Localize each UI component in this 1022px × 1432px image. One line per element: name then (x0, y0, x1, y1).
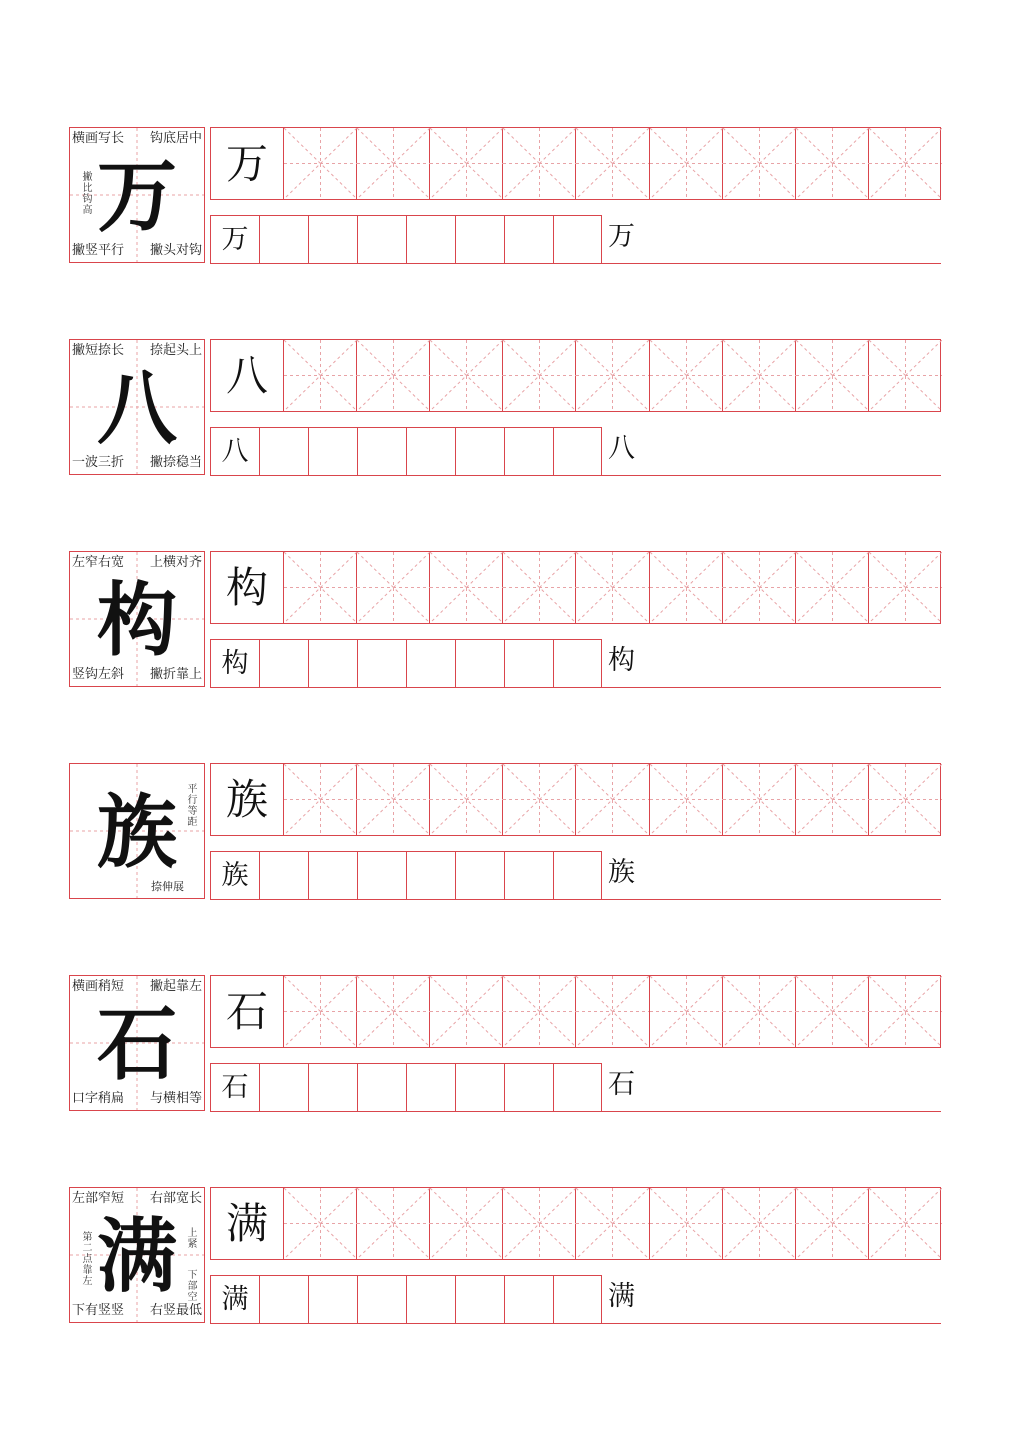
practice-row (0, 763, 1022, 903)
square-cell[interactable] (406, 1275, 455, 1324)
guide-lines (723, 1188, 796, 1259)
square-cell[interactable] (553, 427, 602, 476)
square-cell[interactable] (504, 215, 553, 264)
square-cell[interactable] (308, 1275, 357, 1324)
mi-grid-cell[interactable] (503, 976, 576, 1047)
square-cell[interactable] (406, 215, 455, 264)
square-cell (210, 639, 259, 688)
guide-lines (796, 976, 869, 1047)
reference-character: 万 (608, 221, 635, 252)
reference-character: 族 (608, 857, 635, 888)
guide-lines (869, 764, 942, 835)
square-cell[interactable] (357, 851, 406, 900)
mi-grid-cell (211, 340, 284, 411)
guide-lines (284, 552, 357, 623)
guide-lines (430, 764, 503, 835)
guide-lines (576, 1188, 649, 1259)
tip-top-left: 横画写长 (72, 131, 125, 146)
writing-baseline (210, 1111, 941, 1112)
guide-lines (650, 764, 723, 835)
tip-bottom: 捺伸展 (151, 880, 184, 893)
mi-grid-cell[interactable] (430, 976, 503, 1047)
tip-bottom-right: 与横相等 (149, 1091, 202, 1106)
square-cell[interactable] (406, 851, 455, 900)
square-cell[interactable] (259, 1275, 308, 1324)
mi-grid-cell[interactable] (503, 764, 576, 835)
mi-grid-cell[interactable] (723, 764, 796, 835)
mi-grid-cell[interactable] (869, 764, 942, 835)
mi-grid-cell[interactable] (430, 1188, 503, 1259)
guide-lines (869, 1188, 942, 1259)
mi-grid-cell[interactable] (284, 764, 357, 835)
model-character-box (69, 551, 205, 687)
practice-row (0, 339, 1022, 479)
mi-grid-cell[interactable] (796, 340, 869, 411)
square-grid-row (210, 851, 941, 900)
tip-side-right-lower: 下部空 (187, 1270, 198, 1303)
mi-grid-cell[interactable] (430, 128, 503, 199)
square-cell[interactable] (259, 427, 308, 476)
small-character: 八 (221, 436, 249, 467)
guide-lines (869, 340, 942, 411)
mi-grid-cell (211, 128, 284, 199)
guide-lines (357, 340, 430, 411)
guide-lines (430, 976, 503, 1047)
square-cell[interactable] (455, 427, 504, 476)
mi-grid-cell[interactable] (723, 976, 796, 1047)
writing-baseline (210, 263, 941, 264)
model-character-box (69, 127, 205, 263)
mi-grid-cell[interactable] (576, 976, 649, 1047)
guide-lines (576, 976, 649, 1047)
traced-character: 族 (226, 775, 269, 824)
practice-row (0, 551, 1022, 691)
square-cell[interactable] (308, 851, 357, 900)
square-grid-row (210, 1063, 941, 1112)
guide-lines (723, 128, 796, 199)
reference-character: 石 (608, 1069, 635, 1100)
guide-lines (796, 552, 869, 623)
model-character: 石 (97, 997, 177, 1091)
guide-lines (357, 976, 430, 1047)
guide-lines (723, 764, 796, 835)
mi-grid-cell[interactable] (796, 1188, 869, 1259)
guide-lines (430, 1188, 503, 1259)
square-cell[interactable] (455, 639, 504, 688)
model-character: 构 (97, 573, 177, 667)
guide-lines (284, 128, 357, 199)
square-cell (210, 851, 259, 900)
square-cell[interactable] (406, 1063, 455, 1112)
mi-grid-cell[interactable] (357, 764, 430, 835)
square-cell[interactable] (259, 851, 308, 900)
tip-bottom-right: 撇头对钩 (149, 243, 202, 258)
small-character: 构 (221, 648, 249, 679)
mi-grid-cell[interactable] (284, 1188, 357, 1259)
tip-top-right: 右部宽长 (149, 1191, 202, 1206)
model-character-box (69, 975, 205, 1111)
square-cell[interactable] (259, 215, 308, 264)
guide-lines (576, 340, 649, 411)
tip-top-right: 上横对齐 (149, 555, 202, 570)
guide-lines (796, 340, 869, 411)
writing-baseline (210, 687, 941, 688)
square-cell (210, 1275, 259, 1324)
mi-grid-cell[interactable] (796, 552, 869, 623)
guide-lines (284, 764, 357, 835)
guide-lines (796, 128, 869, 199)
mi-grid-cell[interactable] (723, 340, 796, 411)
guide-lines (430, 340, 503, 411)
square-cell[interactable] (504, 427, 553, 476)
model-character-box (69, 763, 205, 899)
mi-grid-cell[interactable] (650, 340, 723, 411)
square-cell[interactable] (406, 427, 455, 476)
mi-grid-row (210, 763, 941, 836)
mi-grid-cell[interactable] (796, 128, 869, 199)
mi-grid-cell[interactable] (284, 976, 357, 1047)
guide-lines (796, 764, 869, 835)
tip-side-left: 第二点靠左 (82, 1232, 93, 1287)
mi-grid-row (210, 1187, 941, 1260)
mi-grid-cell[interactable] (430, 764, 503, 835)
tip-bottom-left: 下有竖竖 (72, 1303, 125, 1318)
tip-top-left: 左部窄短 (72, 1191, 125, 1206)
guide-lines (503, 976, 576, 1047)
guide-lines (357, 1188, 430, 1259)
mi-grid-cell[interactable] (576, 552, 649, 623)
guide-lines (430, 128, 503, 199)
practice-row (0, 1187, 1022, 1327)
mi-grid-cell[interactable] (284, 552, 357, 623)
model-character-box (69, 1187, 205, 1323)
guide-lines (723, 976, 796, 1047)
tip-bottom-left: 口字稍扁 (72, 1091, 125, 1106)
guide-lines (869, 552, 942, 623)
mi-grid-cell[interactable] (503, 128, 576, 199)
guide-lines (869, 976, 942, 1047)
mi-grid-cell[interactable] (357, 976, 430, 1047)
mi-grid-row (210, 975, 941, 1048)
square-cell[interactable] (308, 215, 357, 264)
guide-lines (723, 552, 796, 623)
small-character: 万 (221, 224, 249, 255)
square-cell[interactable] (553, 1063, 602, 1112)
mi-grid-row (210, 339, 941, 412)
guide-lines (284, 976, 357, 1047)
mi-grid-cell[interactable] (869, 552, 942, 623)
mi-grid-cell[interactable] (869, 976, 942, 1047)
mi-grid-cell[interactable] (796, 764, 869, 835)
traced-character: 满 (226, 1199, 269, 1248)
tip-bottom-right: 右竖最低 (149, 1303, 202, 1318)
square-cell (210, 215, 259, 264)
mi-grid-cell (211, 976, 284, 1047)
square-cell[interactable] (553, 215, 602, 264)
mi-grid-cell[interactable] (576, 340, 649, 411)
guide-lines (503, 128, 576, 199)
square-cell[interactable] (406, 639, 455, 688)
mi-grid-cell[interactable] (650, 976, 723, 1047)
tip-side-right: 平行等距 (187, 784, 198, 828)
mi-grid-cell[interactable] (357, 128, 430, 199)
writing-baseline (210, 899, 941, 900)
mi-grid-cell[interactable] (430, 552, 503, 623)
model-character-box (69, 339, 205, 475)
square-grid-row (210, 215, 941, 264)
practice-row (0, 975, 1022, 1115)
guide-lines (430, 552, 503, 623)
mi-grid-cell[interactable] (723, 1188, 796, 1259)
guide-lines (357, 552, 430, 623)
mi-grid-cell[interactable] (284, 340, 357, 411)
square-cell[interactable] (308, 1063, 357, 1112)
square-cell[interactable] (553, 1275, 602, 1324)
mi-grid-cell[interactable] (723, 552, 796, 623)
traced-character: 石 (226, 987, 269, 1036)
traced-character: 八 (226, 351, 269, 400)
guide-lines (357, 128, 430, 199)
tip-top-right: 撇起靠左 (149, 979, 202, 994)
tip-top-left: 左窄右宽 (72, 555, 125, 570)
square-cell[interactable] (357, 1063, 406, 1112)
mi-grid-cell[interactable] (576, 1188, 649, 1259)
tip-bottom-right: 撇捺稳当 (149, 455, 202, 470)
mi-grid-cell[interactable] (723, 128, 796, 199)
guide-lines (576, 764, 649, 835)
square-cell[interactable] (357, 215, 406, 264)
mi-grid-cell[interactable] (869, 1188, 942, 1259)
mi-grid-cell[interactable] (430, 340, 503, 411)
tip-top-right: 捺起头上 (149, 343, 202, 358)
model-character: 族 (97, 785, 177, 879)
square-cell[interactable] (259, 1063, 308, 1112)
mi-grid-cell[interactable] (650, 1188, 723, 1259)
guide-lines (284, 340, 357, 411)
mi-grid-cell[interactable] (357, 552, 430, 623)
practice-row (0, 127, 1022, 267)
mi-grid-cell (211, 1188, 284, 1259)
guide-lines (723, 340, 796, 411)
square-cell[interactable] (308, 639, 357, 688)
guide-lines (650, 1188, 723, 1259)
tip-top-left: 撇短捺长 (72, 343, 125, 358)
tip-bottom-left: 竖钩左斜 (72, 667, 125, 682)
small-character: 石 (221, 1072, 249, 1103)
guide-lines (503, 552, 576, 623)
guide-lines (576, 128, 649, 199)
guide-lines (503, 340, 576, 411)
square-cell[interactable] (308, 427, 357, 476)
guide-lines (650, 340, 723, 411)
square-cell[interactable] (504, 851, 553, 900)
tip-side-right: 上紧 (187, 1228, 198, 1250)
guide-lines (869, 128, 942, 199)
square-cell[interactable] (504, 1063, 553, 1112)
writing-baseline (210, 475, 941, 476)
square-cell[interactable] (357, 639, 406, 688)
model-character: 八 (97, 361, 177, 455)
square-grid-row (210, 427, 941, 476)
square-grid-row (210, 1275, 941, 1324)
small-character: 满 (221, 1284, 249, 1315)
guide-lines (650, 552, 723, 623)
mi-grid-cell[interactable] (796, 976, 869, 1047)
square-cell[interactable] (553, 851, 602, 900)
tip-bottom-left: 撇竖平行 (72, 243, 125, 258)
model-character: 万 (97, 149, 177, 243)
traced-character: 万 (226, 139, 269, 188)
mi-grid-cell[interactable] (357, 340, 430, 411)
guide-lines (284, 1188, 357, 1259)
tip-top-right: 钩底居中 (149, 131, 202, 146)
mi-grid-cell[interactable] (650, 552, 723, 623)
square-cell[interactable] (455, 215, 504, 264)
square-cell[interactable] (504, 1275, 553, 1324)
guide-lines (357, 764, 430, 835)
mi-grid-cell[interactable] (869, 128, 942, 199)
tip-bottom-right: 撇折靠上 (149, 667, 202, 682)
square-cell[interactable] (455, 1275, 504, 1324)
mi-grid-cell (211, 764, 284, 835)
mi-grid-row (210, 127, 941, 200)
guide-lines (650, 128, 723, 199)
reference-character: 构 (608, 645, 635, 676)
tip-top-left: 横画稍短 (72, 979, 125, 994)
reference-character: 八 (608, 433, 635, 464)
square-cell[interactable] (357, 427, 406, 476)
tip-side-left: 撇比钩高 (82, 172, 93, 216)
small-character: 族 (221, 860, 249, 891)
mi-grid-row (210, 551, 941, 624)
mi-grid-cell[interactable] (357, 1188, 430, 1259)
mi-grid-cell[interactable] (503, 552, 576, 623)
mi-grid-cell (211, 552, 284, 623)
writing-baseline (210, 1323, 941, 1324)
square-cell (210, 427, 259, 476)
guide-lines (503, 764, 576, 835)
square-cell[interactable] (357, 1275, 406, 1324)
mi-grid-cell[interactable] (576, 764, 649, 835)
square-cell[interactable] (455, 851, 504, 900)
guide-lines (650, 976, 723, 1047)
guide-lines (503, 1188, 576, 1259)
mi-grid-cell[interactable] (650, 764, 723, 835)
mi-grid-cell[interactable] (576, 128, 649, 199)
model-character: 满 (97, 1209, 177, 1303)
mi-grid-cell[interactable] (869, 340, 942, 411)
mi-grid-cell[interactable] (503, 1188, 576, 1259)
square-grid-row (210, 639, 941, 688)
mi-grid-cell[interactable] (284, 128, 357, 199)
square-cell[interactable] (455, 1063, 504, 1112)
guide-lines (576, 552, 649, 623)
tip-bottom-left: 一波三折 (72, 455, 125, 470)
square-cell[interactable] (504, 639, 553, 688)
square-cell[interactable] (259, 639, 308, 688)
traced-character: 构 (226, 563, 269, 612)
mi-grid-cell[interactable] (503, 340, 576, 411)
reference-character: 满 (608, 1281, 635, 1312)
square-cell[interactable] (553, 639, 602, 688)
mi-grid-cell[interactable] (650, 128, 723, 199)
square-cell (210, 1063, 259, 1112)
guide-lines (796, 1188, 869, 1259)
